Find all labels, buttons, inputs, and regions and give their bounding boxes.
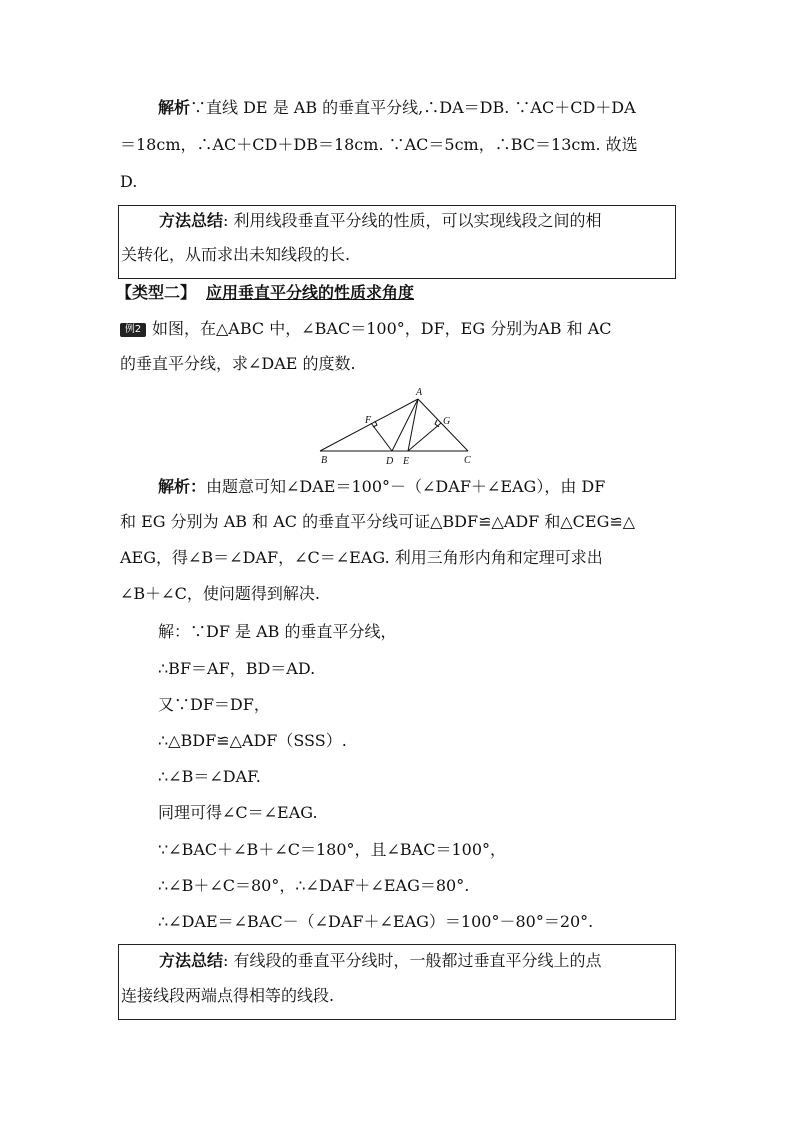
- analysis-2-line-4: ∠B＋∠C，使问题得到解决.: [120, 584, 320, 603]
- solution-line-1: 解：∵DF 是 AB 的垂直平分线，: [158, 622, 397, 641]
- type-title: 应用垂直平分线的性质求角度: [206, 283, 415, 302]
- analysis-2-line-1: 解析：由题意可知∠DAE＝100°－（∠DAF＋∠EAG），由 DF: [158, 477, 606, 496]
- label-A: A: [416, 387, 423, 398]
- method-summary-line-2: 关转化，从而求出未知线段的长.: [121, 245, 351, 264]
- solution-line-9: ∴∠DAE＝∠BAC－（∠DAF＋∠EAG）＝100°－80°＝20°.: [158, 912, 594, 931]
- method-summary-line-1: 方法总结: 利用线段垂直平分线的性质，可以实现线段之间的相: [159, 211, 602, 230]
- type-tag: 【类型二】: [116, 283, 197, 302]
- method-summary-2-line-2: 连接线段两端点得相等的线段.: [121, 986, 335, 1005]
- analysis-label: 解析: [158, 98, 191, 117]
- analysis-paragraph-1-line-2: ＝18cm，∴AC＋CD＋DB＝18cm. ∵AC＝5cm，∴BC＝13cm. 故选: [120, 135, 638, 154]
- solution-line-2: ∴BF＝AF，BD＝AD.: [158, 659, 316, 678]
- label-G: G: [443, 416, 451, 427]
- analysis-2-line-3: AEG，得∠B＝∠DAF，∠C＝∠EAG. 利用三角形内角和定理可求出: [120, 548, 603, 567]
- example-icon: 例2: [120, 323, 146, 337]
- solution-line-7: ∵∠BAC＋∠B＋∠C＝180°，且∠BAC＝100°，: [158, 840, 506, 859]
- label-D: D: [386, 456, 394, 467]
- label-C: C: [464, 455, 471, 466]
- analysis-2-line-2: 和 EG 分别为 AB 和 AC 的垂直平分线可证△BDF≌△ADF 和△CEG≌△: [120, 512, 636, 531]
- section-heading: [116, 282, 414, 304]
- label-F: F: [365, 415, 372, 426]
- analysis-paragraph-1-line-1: 解析∵直线 DE 是 AB 的垂直平分线,∴DA＝DB. ∵AC＋CD＋DA: [158, 98, 636, 117]
- label-B: B: [321, 455, 328, 466]
- method-summary-2-line-1: 方法总结: 有线段的垂直平分线时，一般都过垂直平分线上的点: [159, 951, 602, 970]
- example-line-1: 例2 如图，在△ABC 中，∠BAC＝100°，DF，EG 分别为AB 和 AC: [120, 318, 612, 340]
- solution-line-5: ∴∠B＝∠DAF.: [158, 767, 261, 786]
- analysis-2-label: 解析：: [158, 477, 207, 496]
- solution-line-4: ∴△BDF≌△ADF（SSS）.: [158, 731, 347, 750]
- method-summary-box-1: [118, 205, 676, 279]
- solution-line-8: ∴∠B＋∠C＝80°，∴∠DAF＋∠EAG＝80°.: [158, 876, 470, 895]
- example-line-2: 的垂直平分线，求∠DAE 的度数.: [120, 354, 356, 373]
- solution-line-3: 又∵DF＝DF，: [158, 695, 270, 714]
- triangle-figure: [310, 383, 480, 468]
- label-E: E: [403, 456, 410, 467]
- solution-line-6: 同理可得∠C＝∠EAG.: [158, 803, 318, 822]
- method-summary-box-2: [118, 944, 676, 1020]
- analysis-paragraph-1-line-3: D.: [120, 172, 138, 191]
